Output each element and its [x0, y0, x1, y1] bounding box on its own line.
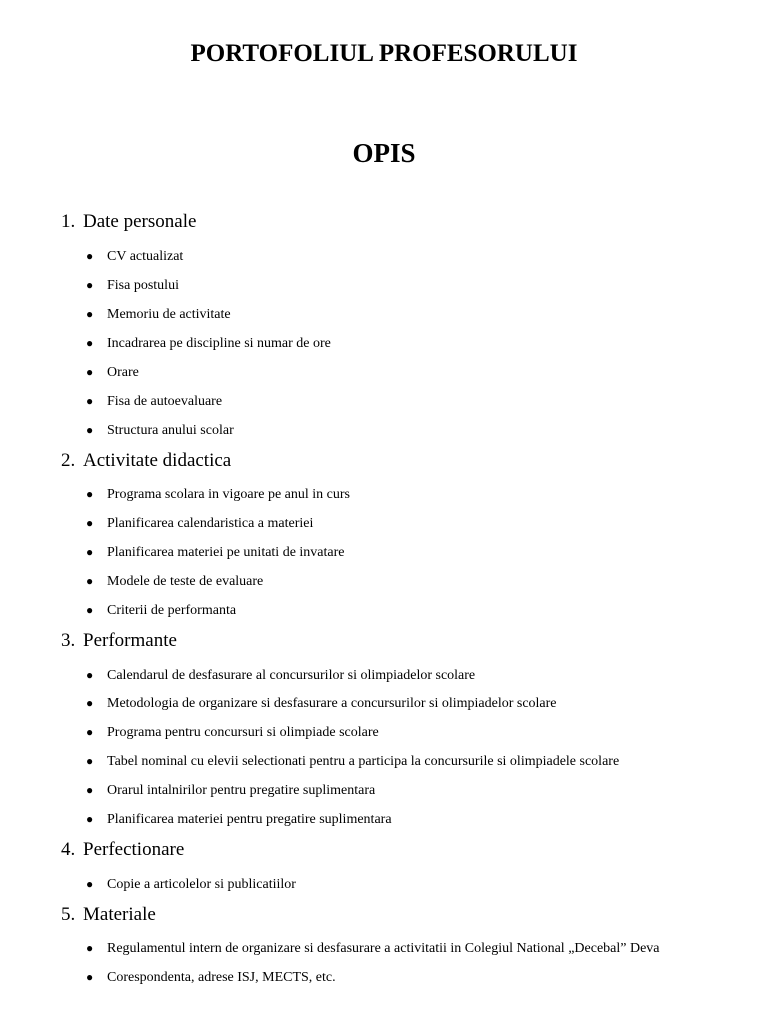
bullet-icon: ● — [86, 516, 94, 530]
bullet-icon: ● — [86, 941, 94, 955]
list-item — [86, 752, 619, 771]
list-item-text: Planificarea materiei pe unitati de invatare — [107, 545, 345, 560]
bullet-icon: ● — [86, 336, 94, 350]
list-item — [86, 666, 475, 685]
list-item-text: Orare — [107, 365, 139, 380]
list-item — [86, 810, 392, 829]
bullet-icon: ● — [86, 725, 94, 739]
list-item — [86, 543, 345, 562]
list-item — [86, 392, 222, 411]
list-item — [86, 723, 379, 742]
section-number: 4. — [61, 839, 76, 860]
bullet-icon: ● — [86, 545, 94, 559]
bullet-icon: ● — [86, 574, 94, 588]
list-item — [86, 276, 179, 295]
bullet-icon: ● — [86, 423, 94, 437]
bullet-icon: ● — [86, 394, 94, 408]
list-item-text: CV actualizat — [107, 249, 184, 264]
list-item — [86, 694, 557, 713]
list-item-text: Orarul intalnirilor pentru pregatire suplimentara — [107, 783, 376, 798]
section-heading — [61, 210, 196, 234]
bullet-icon: ● — [86, 696, 94, 710]
list-item — [86, 601, 236, 620]
bullet-icon: ● — [86, 365, 94, 379]
list-item — [86, 572, 263, 591]
list-item-text: Fisa postului — [107, 278, 179, 293]
section-title: Performante — [83, 630, 177, 651]
section-title: Date personale — [83, 211, 197, 232]
list-item — [86, 781, 375, 800]
bullet-icon: ● — [86, 487, 94, 501]
list-item — [86, 247, 183, 266]
list-item — [86, 363, 139, 382]
document-subtitle: OPIS — [352, 138, 416, 168]
list-item-text: Programa pentru concursuri si olimpiade scolare — [107, 725, 379, 740]
list-item — [86, 514, 313, 533]
list-item — [86, 968, 336, 987]
bullet-icon: ● — [86, 249, 94, 263]
section-title: Materiale — [83, 904, 156, 925]
list-item-text: Memoriu de activitate — [107, 307, 231, 322]
list-item — [86, 305, 231, 324]
bullet-icon: ● — [86, 278, 94, 292]
section-title: Activitate didactica — [83, 450, 232, 471]
list-item-text: Modele de teste de evaluare — [107, 574, 264, 589]
list-item — [86, 485, 350, 504]
list-item — [86, 334, 331, 353]
list-item-text: Calendarul de desfasurare al concursurilor si olimpiadelor scolare — [107, 668, 476, 683]
list-item-text: Incadrarea pe discipline si numar de ore — [107, 336, 331, 351]
section-number: 5. — [61, 904, 76, 925]
section-heading — [61, 903, 156, 927]
list-item-text: Metodologia de organizare si desfasurare a concursurilor si olimpiadelor scolare — [107, 696, 557, 711]
section-number: 1. — [61, 211, 76, 232]
bullet-icon: ● — [86, 307, 94, 321]
list-item-text: Corespondenta, adrese ISJ, MECTS, etc. — [107, 970, 336, 985]
section-heading — [61, 449, 231, 473]
list-item-text: Structura anului scolar — [107, 423, 234, 438]
bullet-icon: ● — [86, 754, 94, 768]
list-item-text: Regulamentul intern de organizare si desfasurare a activitatii in Colegiul National „Decebal” Deva — [107, 941, 660, 956]
list-item-text: Programa scolara in vigoare pe anul in curs — [107, 487, 350, 502]
list-item-text: Planificarea materiei pentru pregatire suplimentara — [107, 812, 392, 827]
list-item — [86, 421, 234, 440]
list-item — [86, 939, 660, 958]
list-item-text: Copie a articolelor si publicatiilor — [107, 877, 296, 892]
bullet-icon: ● — [86, 603, 94, 617]
list-item — [86, 875, 296, 894]
section-heading — [61, 838, 184, 862]
list-item-text: Planificarea calendaristica a materiei — [107, 516, 314, 531]
section-number: 2. — [61, 450, 76, 471]
document-title: PORTOFOLIUL PROFESORULUI — [190, 40, 578, 67]
bullet-icon: ● — [86, 812, 94, 826]
section-number: 3. — [61, 630, 76, 651]
section-title: Perfectionare — [83, 839, 185, 860]
bullet-icon: ● — [86, 783, 94, 797]
bullet-icon: ● — [86, 877, 94, 891]
section-heading — [61, 629, 177, 653]
list-item-text: Tabel nominal cu elevii selectionati pentru a participa la concursurile si olimpiadele scolare — [107, 754, 620, 769]
list-item-text: Criterii de performanta — [107, 603, 237, 618]
bullet-icon: ● — [86, 970, 94, 984]
bullet-icon: ● — [86, 668, 94, 682]
list-item-text: Fisa de autoevaluare — [107, 394, 223, 409]
